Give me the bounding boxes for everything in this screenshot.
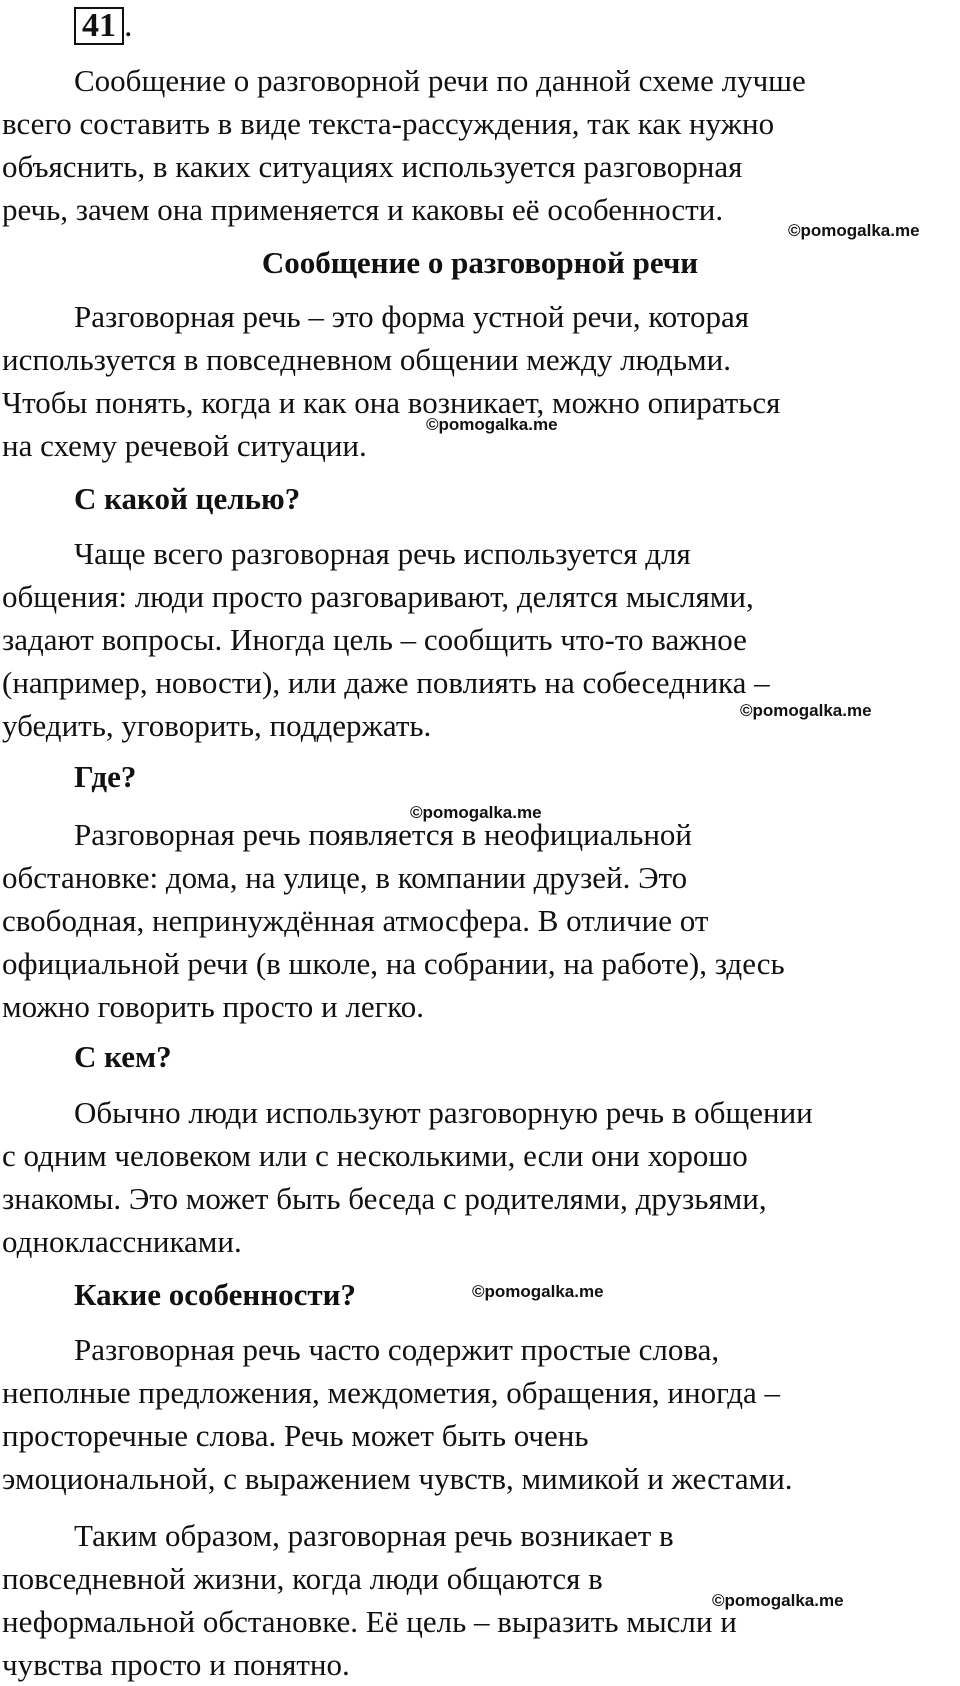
definition-line: Разговорная речь – это форма устной речи, которая (74, 299, 750, 334)
section-line: задают вопросы. Иногда цель – сообщить что-то важное (2, 622, 747, 657)
section-paragraph-with-whom (2, 1091, 958, 1263)
section-line: знакомы. Это может быть беседа с родителями, друзьями, (2, 1181, 767, 1216)
section-paragraph-features (2, 1328, 958, 1500)
task-number-suffix: . (124, 7, 133, 44)
section-line: просторечные слова. Речь может быть очень (2, 1418, 589, 1453)
definition-paragraph (2, 295, 958, 467)
section-line: Чаще всего разговорная речь используется для (74, 536, 691, 571)
section-heading-features: Какие особенности? (74, 1277, 356, 1312)
watermark: ©pomogalka.me (472, 1282, 604, 1301)
conclusion-line: неформальной обстановке. Её цель – выразить мысли и (2, 1604, 737, 1639)
section-line: убедить, уговорить, поддержать. (2, 708, 432, 743)
intro-line: всего составить в виде текста-рассуждения, так как нужно (2, 106, 775, 141)
section-line: можно говорить просто и легко. (2, 989, 425, 1024)
intro-paragraph (2, 59, 958, 231)
watermark: ©pomogalka.me (712, 1591, 844, 1610)
definition-line: на схему речевой ситуации. (2, 428, 367, 463)
section-line: Обычно люди используют разговорную речь в общении (74, 1095, 813, 1130)
conclusion-line: повседневной жизни, когда люди общаются в (2, 1561, 603, 1596)
section-heading-with-whom: С кем? (74, 1039, 172, 1074)
section-line: обстановке: дома, на улице, в компании друзей. Это (2, 860, 688, 895)
section-paragraph-where (2, 813, 958, 1028)
watermark: ©pomogalka.me (740, 701, 872, 720)
watermark: ©pomogalka.me (788, 221, 920, 240)
intro-line: Сообщение о разговорной речи по данной схеме лучше (74, 63, 806, 98)
definition-line: Чтобы понять, когда и как она возникает, можно опираться (2, 385, 781, 420)
section-line: официальной речи (в школе, на собрании, на работе), здесь (2, 946, 785, 981)
essay-title: Сообщение о разговорной речи (261, 245, 699, 280)
intro-line: объяснить, в каких ситуациях используется разговорная (2, 149, 743, 184)
watermark: ©pomogalka.me (426, 415, 558, 434)
section-line: Разговорная речь часто содержит простые слова, (74, 1332, 720, 1367)
section-line: эмоциональной, с выражением чувств, мимикой и жестами. (2, 1461, 793, 1496)
intro-line: речь, зачем она применяется и каковы её особенности. (2, 192, 724, 227)
section-line: свободная, непринуждённая атмосфера. В отличие от (2, 903, 709, 938)
conclusion-line: чувства просто и понятно. (2, 1647, 350, 1682)
section-heading-where: Где? (74, 759, 137, 794)
section-line: неполные предложения, междометия, обращения, иногда – (2, 1375, 781, 1410)
section-line: общения: люди просто разговаривают, делятся мыслями, (2, 579, 754, 614)
task-number-box: 41 (74, 7, 124, 45)
section-line: с одним человеком или с несколькими, если они хорошо (2, 1138, 748, 1173)
conclusion-line: Таким образом, разговорная речь возникает в (74, 1518, 674, 1553)
definition-line: используется в повседневном общении между людьми. (2, 342, 731, 377)
section-line: Разговорная речь появляется в неофициальной (74, 817, 693, 852)
task-number (74, 6, 133, 46)
section-heading-purpose: С какой целью? (74, 481, 301, 516)
section-line: одноклассниками. (2, 1224, 242, 1259)
watermark: ©pomogalka.me (410, 803, 542, 822)
section-line: (например, новости), или даже повлиять на собеседника – (2, 665, 770, 700)
